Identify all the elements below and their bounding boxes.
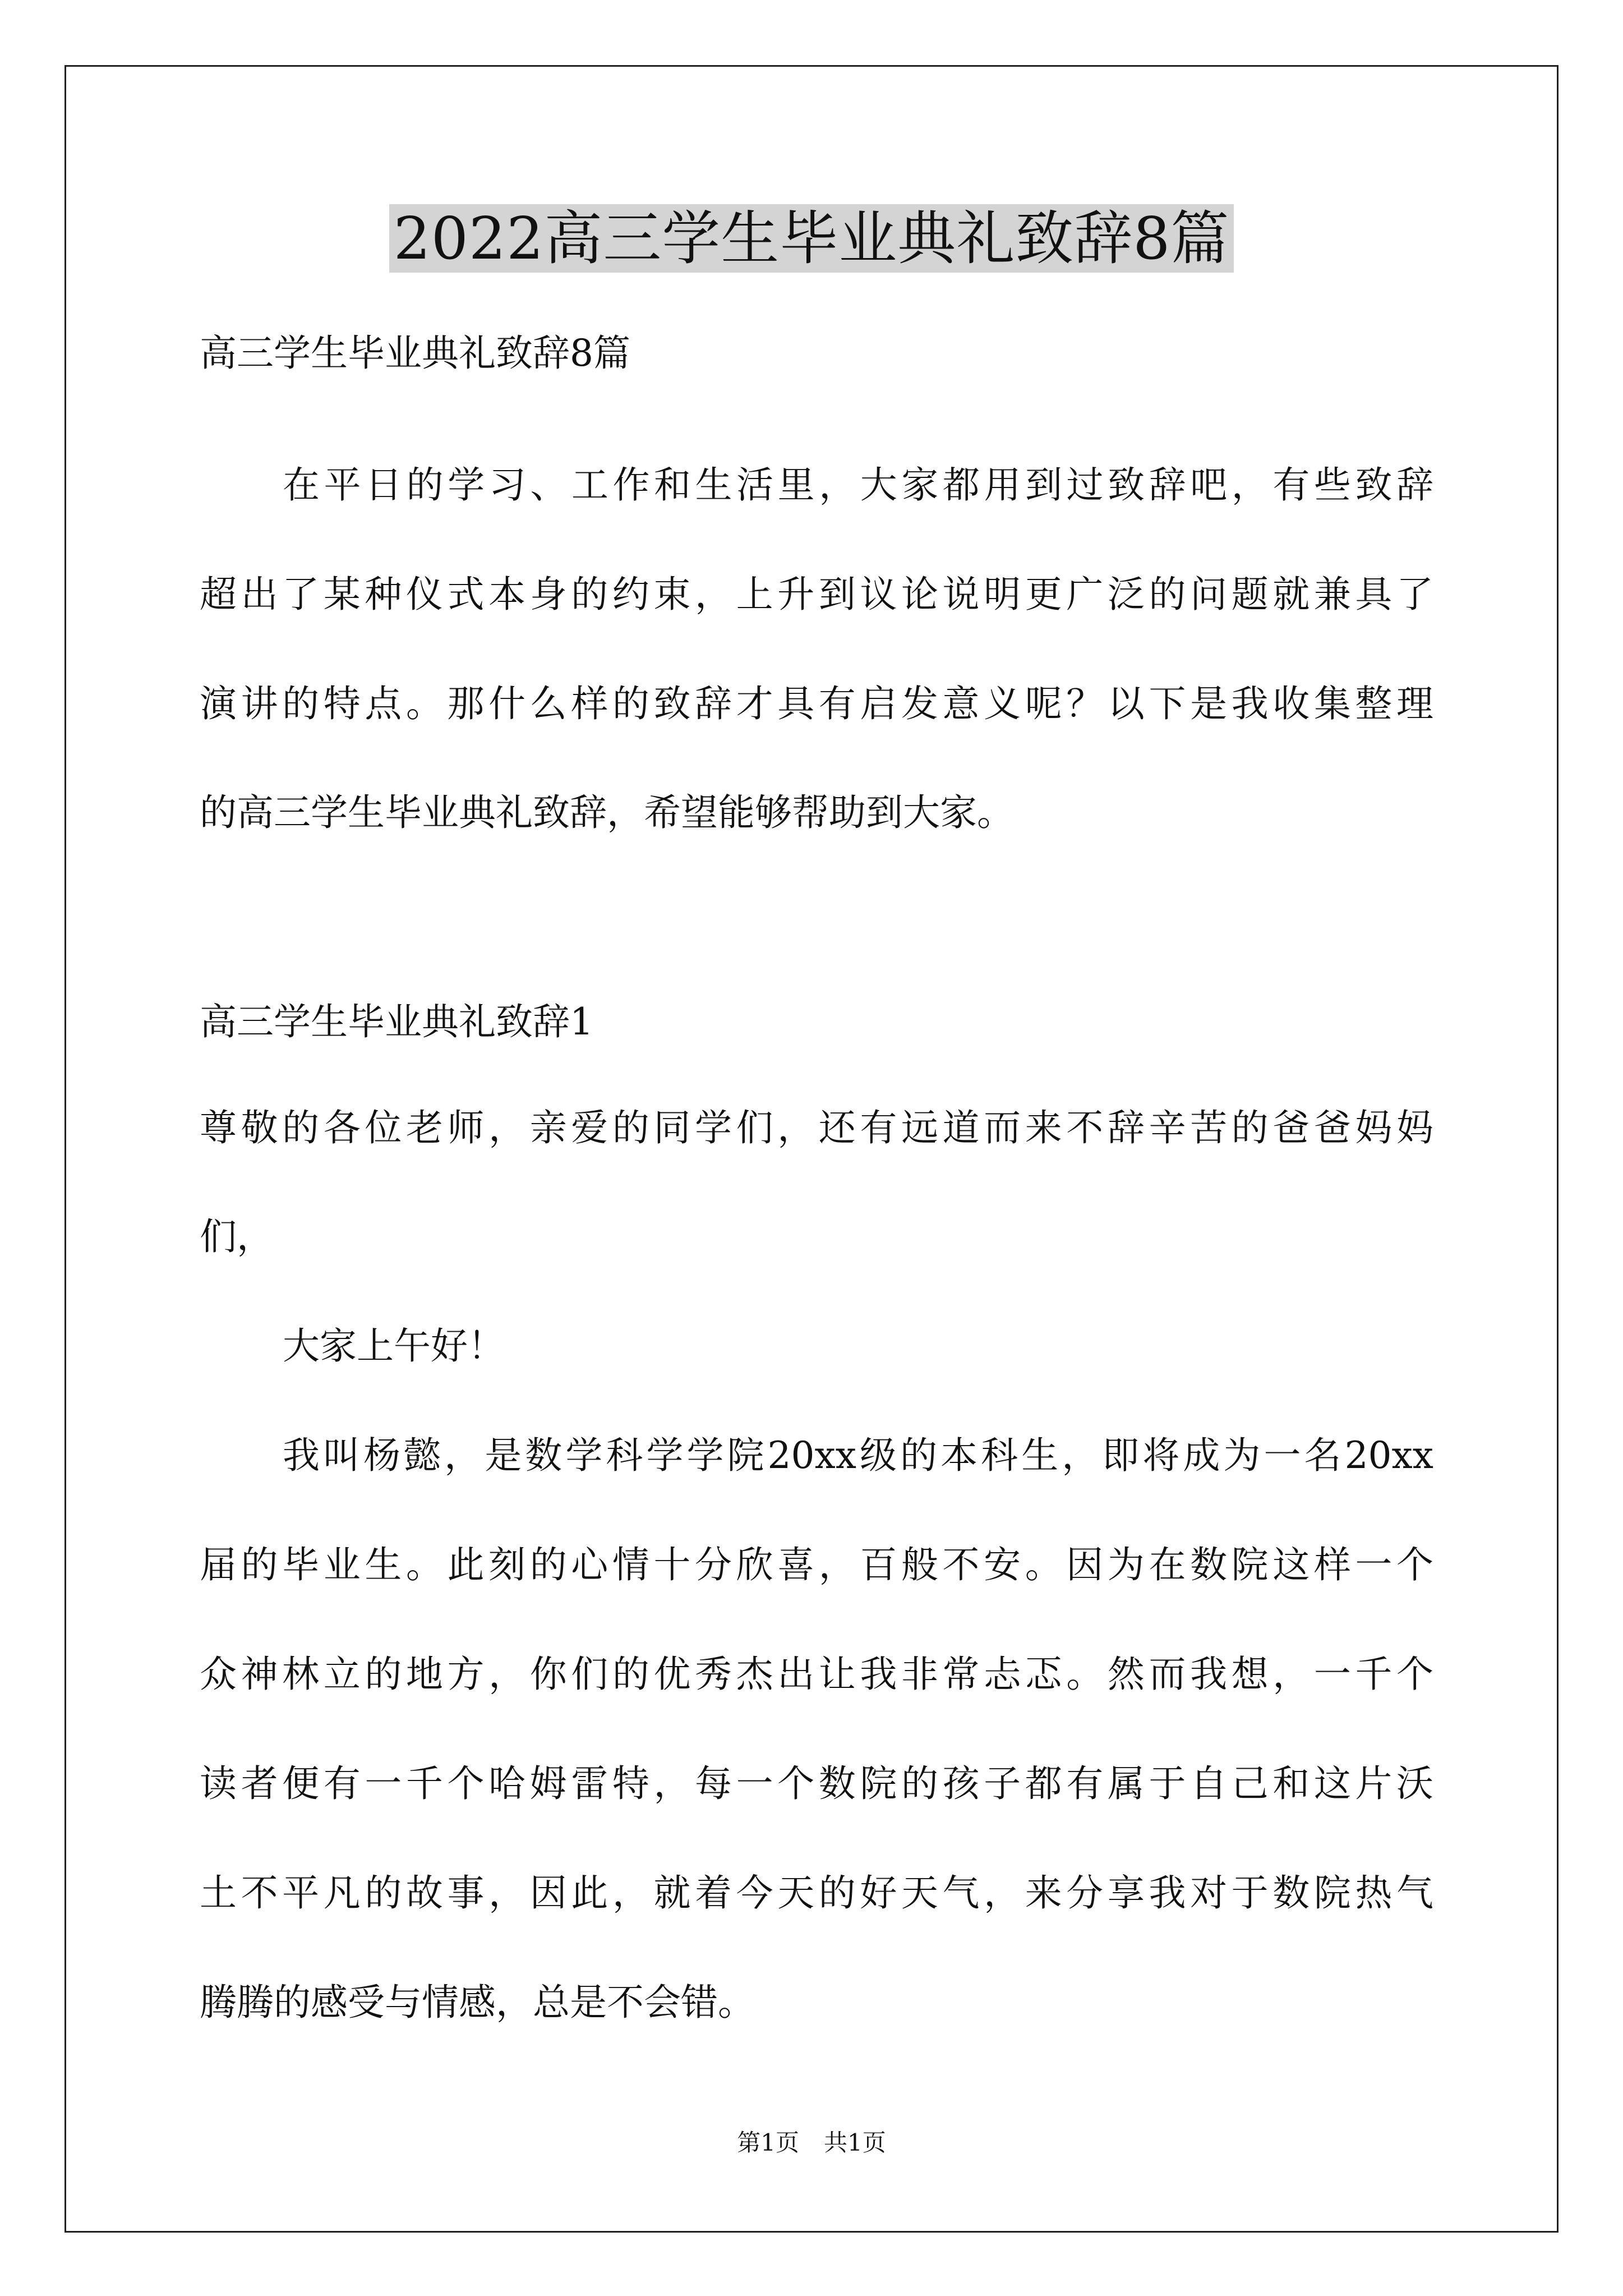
salutation-line: 们， (200, 1215, 274, 1258)
intro-line: 演讲的特点。那什么样的致辞才具有启发意义呢？以下是我收集整理 (200, 682, 1433, 725)
document-subtitle: 高三学生毕业典礼致辞8篇 (200, 332, 630, 375)
intro-line: 在平日的学习、工作和生活里，大家都用到过致辞吧，有些致辞 (283, 463, 1433, 507)
page-number: 第1页 (737, 2129, 799, 2156)
intro-line: 超出了某种仪式本身的约束，上升到议论说明更广泛的问题就兼具了 (200, 573, 1433, 616)
body-line: 众神林立的地方，你们的优秀杰出让我非常忐忑。然而我想，一千个 (200, 1653, 1433, 1696)
intro-line: 的高三学生毕业典礼致辞，希望能够帮助到大家。 (200, 791, 1014, 834)
salutation-line: 尊敬的各位老师，亲爱的同学们，还有远道而来不辞辛苦的爸爸妈妈 (200, 1106, 1433, 1149)
document-title (0, 199, 1623, 278)
document-title-text: 2022高三学生毕业典礼致辞8篇 (389, 204, 1234, 273)
page-footer (0, 2126, 1623, 2160)
page-total: 共1页 (824, 2129, 886, 2156)
body-line: 我叫杨懿，是数学科学学院20xx级的本科生，即将成为一名20xx (283, 1434, 1433, 1477)
body-line: 读者便有一千个哈姆雷特，每一个数院的孩子都有属于自己和这片沃 (200, 1762, 1433, 1805)
body-line: 腾腾的感受与情感，总是不会错。 (200, 1981, 755, 2024)
body-line: 届的毕业生。此刻的心情十分欣喜，百般不安。因为在数院这样一个 (200, 1543, 1433, 1586)
section-heading: 高三学生毕业典礼致辞1 (200, 1000, 593, 1043)
body-line: 土不平凡的故事，因此，就着今天的好天气，来分享我对于数院热气 (200, 1871, 1433, 1915)
greeting-line: 大家上午好！ (283, 1324, 505, 1368)
